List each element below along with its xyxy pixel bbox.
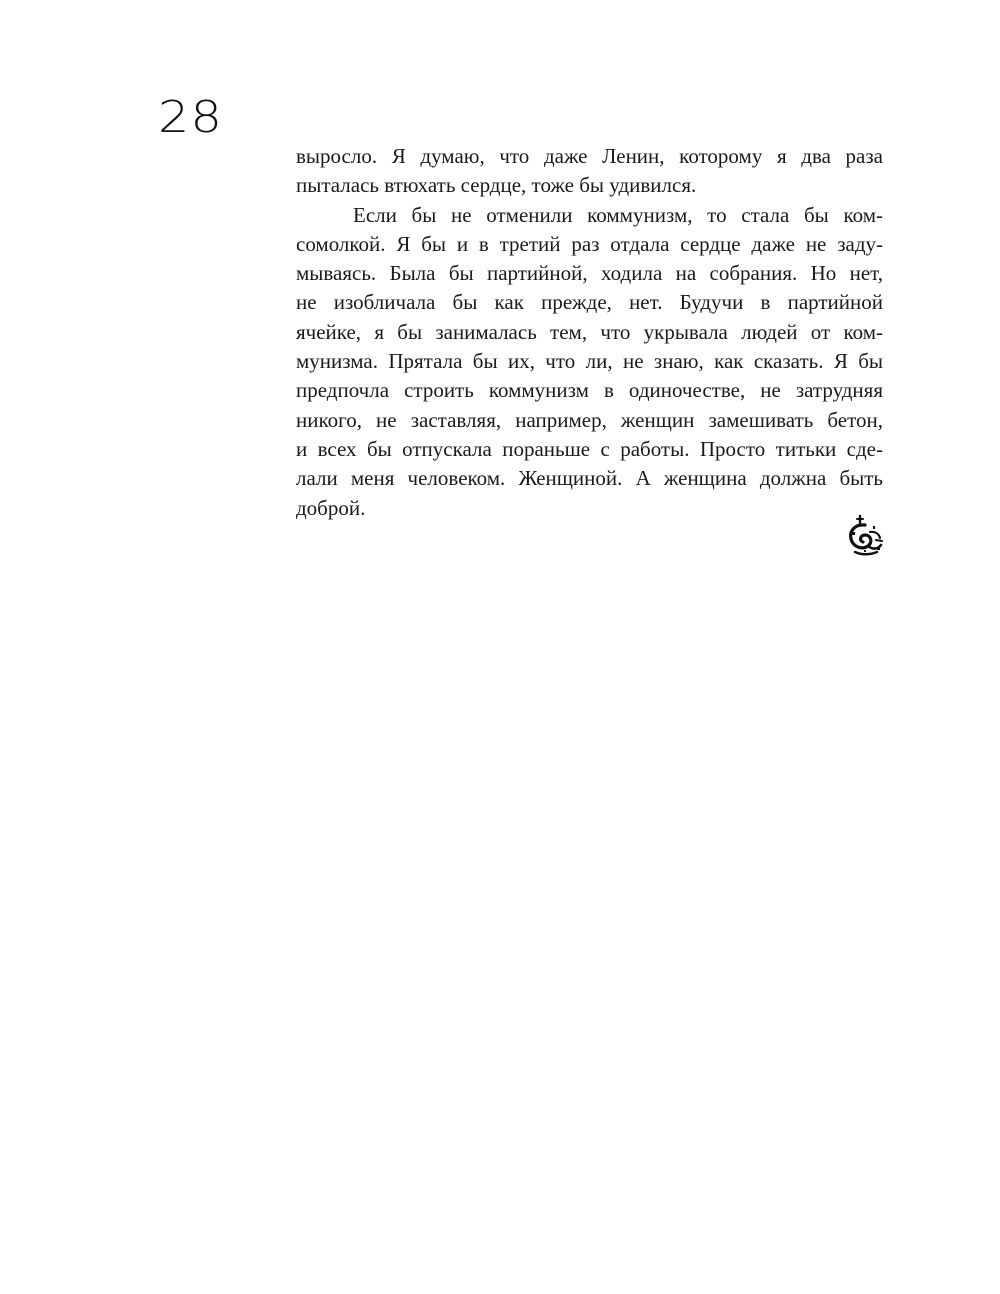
body-text: [296, 142, 883, 523]
swirl-ornament-icon: [846, 514, 884, 556]
text-line: выросло. Я думаю, что даже Ленин, которому я два раза: [296, 144, 883, 168]
text-line: лали меня человеком. Женщиной. А женщина должна быть: [296, 466, 883, 491]
text-line: и всех бы отпускала пораньше с работы. Просто титьки сде-: [296, 436, 883, 461]
page-number: 28: [158, 92, 223, 143]
text-line: ячейке, я бы занималась тем, что укрывала людей от ком-: [296, 319, 883, 344]
paragraph-first-line: Если бы не отменили коммунизм, то стала бы ком-: [353, 202, 883, 227]
text-line: пыталась втюхать сердце, тоже бы удивился.: [296, 173, 697, 198]
text-line: мунизма. Прятала бы их, что ли, не знаю, как сказать. Я бы: [296, 349, 883, 374]
paragraph-last-line: доброй.: [296, 495, 366, 520]
text-line: никого, не заставляя, например, женщин замешивать бетон,: [296, 407, 883, 432]
text-line: сомолкой. Я бы и в третий раз отдала сердце даже не заду-: [296, 231, 883, 256]
text-line: мываясь. Была бы партийной, ходила на собрания. Но нет,: [296, 261, 883, 286]
text-line: предпочла строить коммунизм в одиночестве, не затрудняя: [296, 378, 883, 403]
text-line: не изобличала бы как прежде, нет. Будучи в партийной: [296, 290, 883, 315]
